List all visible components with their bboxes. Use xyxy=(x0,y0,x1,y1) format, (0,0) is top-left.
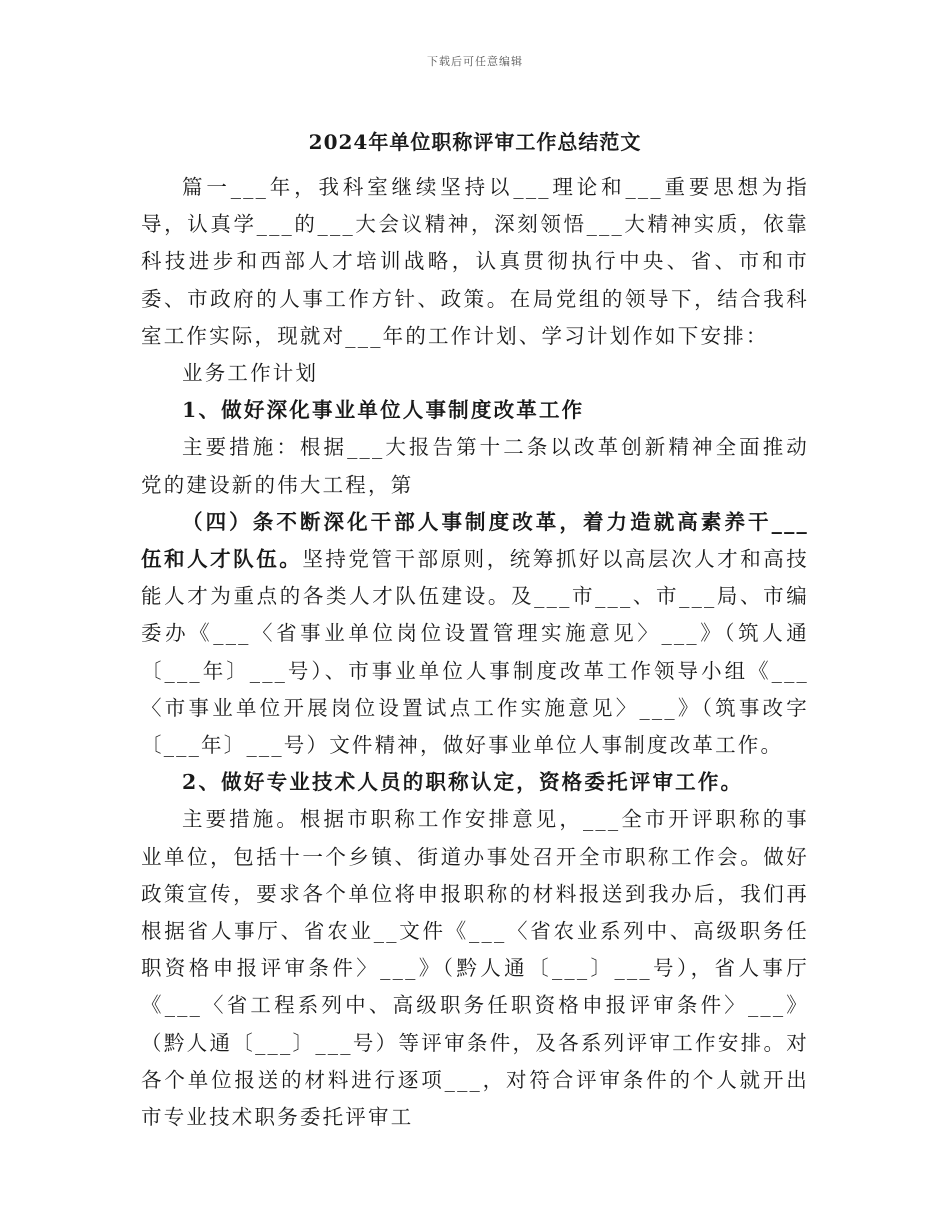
paragraph-policy xyxy=(141,504,809,764)
paragraph-section-label: 业务工作计划 xyxy=(182,361,319,386)
paragraph-measures-1: 主要措施：根据___大报告第十二条以改革创新精神全面推动党的建设新的伟大工程，第 xyxy=(141,435,809,497)
header-note: 下载后可任意编辑 xyxy=(427,55,523,68)
heading-item-1: 1、做好深化事业单位人事制度改革工作 xyxy=(182,398,585,423)
document-body xyxy=(141,169,809,1136)
paragraph-policy-body: 坚持党管干部原则，统筹抓好以高层次人才和高技能人才为重点的各类人才队伍建设。及___市___、市___局、市编委办《___〈省事业单位岗位设置管理实施意见〉___》（筑人通〔___年〕___号）、市事业单位人事制度改革工作领导小组《___〈市事业单位开展岗位设置试点工作实施意见〉___》（筑事改字〔___年〕___号）文件精神，做好事业单位人事制度改革工作。 xyxy=(141,547,809,758)
paragraph-measures-2: 主要措施。根据市职称工作安排意见，___全市开评职称的事业单位，包括十一个乡镇、街道办事处召开全市职称工作会。做好政策宣传，要求各个单位将申报职称的材料报送到我办后，我们再根据省人事厅、省农业__文件《___〈省农业系列中、高级职务任职资格申报评审条件〉___》（黔人通〔___〕___号），省人事厅《___〈省工程系列中、高级职务任职资格申报评审条件〉___》（黔人通〔___〕___号）等评审条件，及各系列评审工作安排。对各个单位报送的材料进行逐项___，对符合评审条件的个人就开出市专业技术职务委托评审工 xyxy=(141,807,809,1130)
page-title: 2024年单位职称评审工作总结范文 xyxy=(308,130,642,154)
paragraph-intro: 篇一___年，我科室继续坚持以___理论和___重要思想为指导，认真学___的___大会议精神，深刻领悟___大精神实质，依靠科技进步和西部人才培训战略，认真贯彻执行中央、省、市和市委、市政府的人事工作方针、政策。在局党组的领导下，结合我科室工作实际，现就对___年的工作计划、学习计划作如下安排： xyxy=(141,175,809,348)
heading-item-2: 2、做好专业技术人员的职称认定，资格委托评审工作。 xyxy=(182,770,744,795)
paragraph-policy-bold-lead: （四）条不断深化干部人事制度改革，着力造就高素养干___伍和人才队伍。 xyxy=(141,509,809,572)
